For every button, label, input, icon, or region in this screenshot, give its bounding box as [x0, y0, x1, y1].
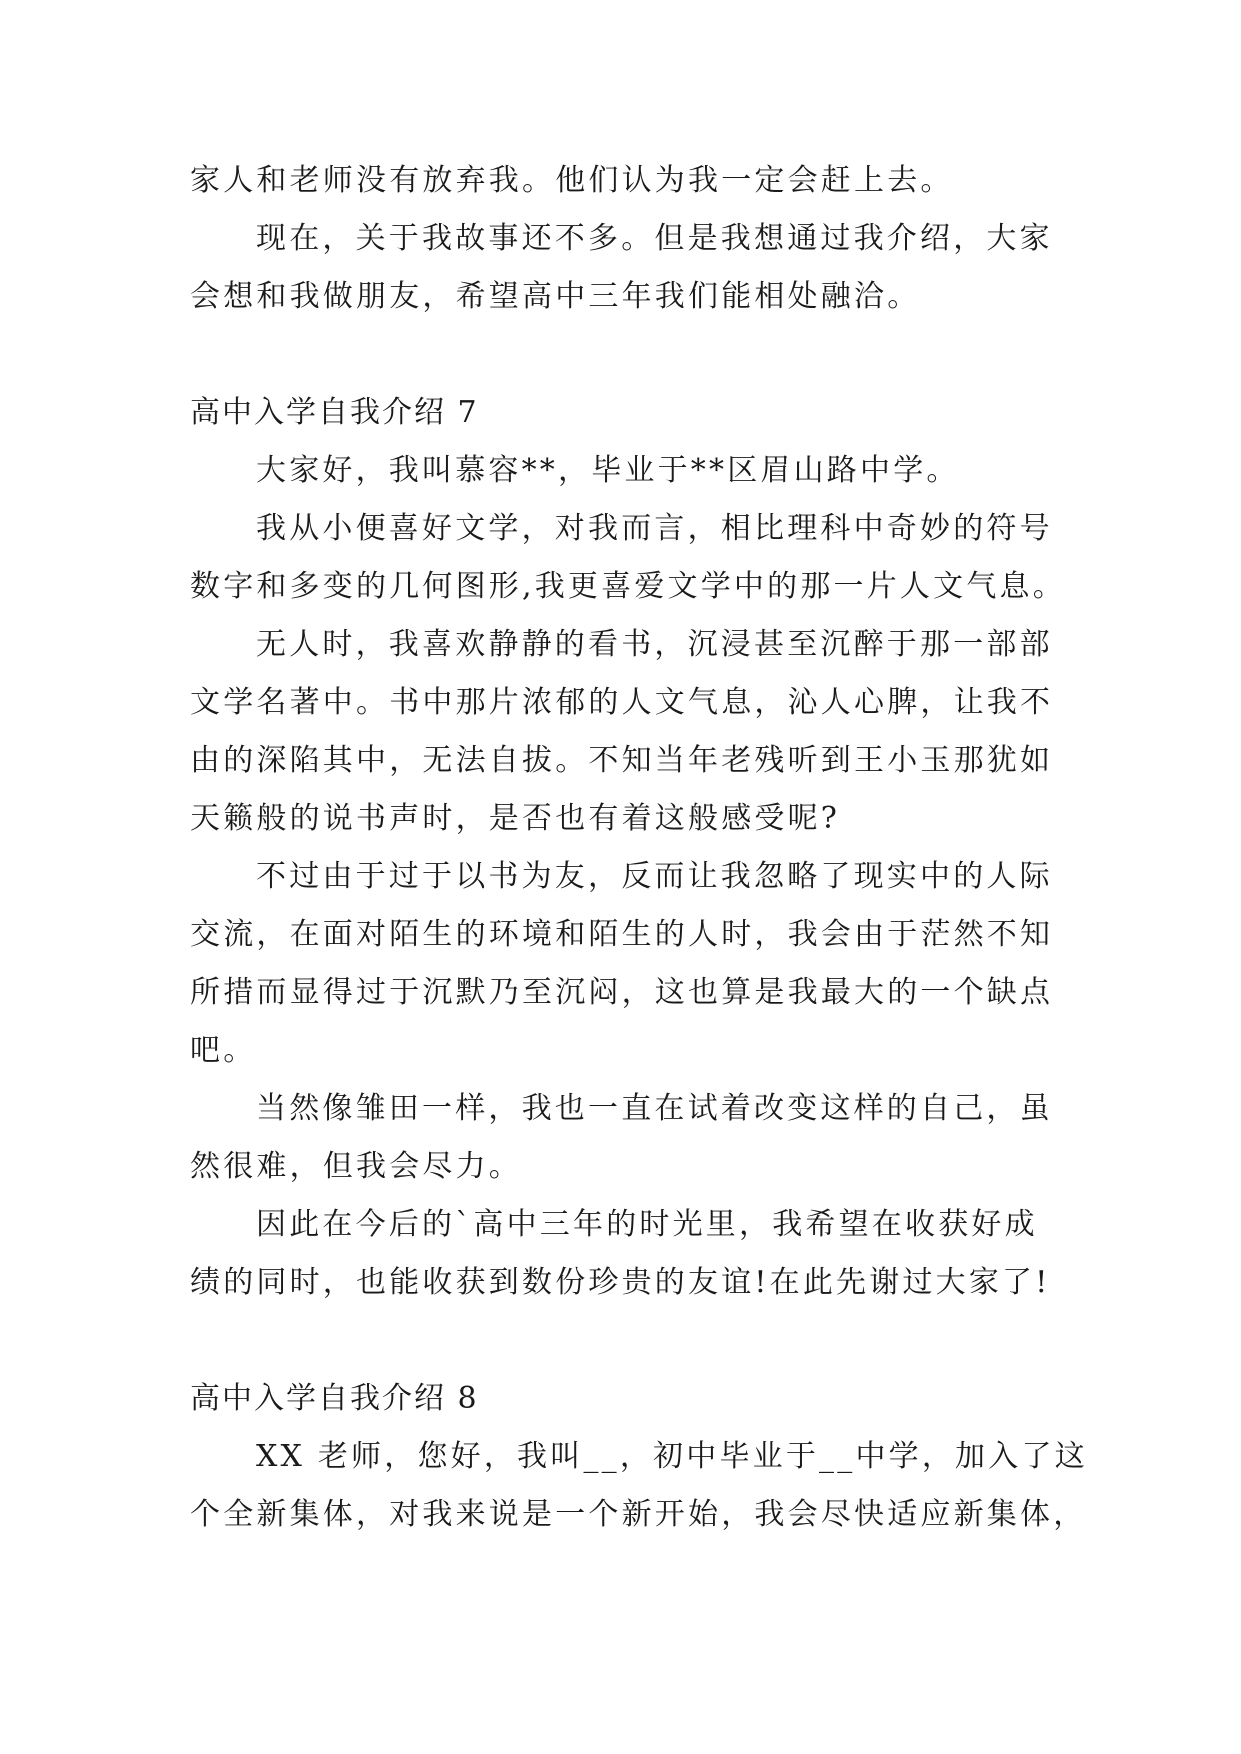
paragraph-now [190, 210, 1060, 326]
section-heading: 高中入学自我介绍 7 [190, 395, 479, 430]
section-spacer [190, 1312, 1060, 1370]
paragraph [190, 848, 1060, 1080]
text-line: 个全新集体，对我来说是一个新开始，我会尽快适应新集体， [190, 1497, 1087, 1532]
text-line: 无人时，我喜欢静静的看书，沉浸甚至沉醉于那一部部 [256, 627, 1053, 662]
text-line: 数字和多变的几何图形,我更喜爱文学中的那一片人文气息。 [190, 569, 1066, 604]
paragraph [190, 1428, 1088, 1544]
paragraph [190, 1196, 1060, 1312]
paragraph-intro-end [190, 152, 1060, 210]
text-line: 会想和我做朋友，希望高中三年我们能相处融洽。 [190, 279, 921, 314]
section-7 [190, 384, 1066, 1312]
text-line: 家人和老师没有放弃我。他们认为我一定会赶上去。 [190, 163, 954, 198]
text-line: 所措而显得过于沉默乃至沉闷，这也算是我最大的一个缺点 [190, 975, 1054, 1010]
text-line: 由的深陷其中，无法自拔。不知当年老残听到王小玉那犹如 [190, 743, 1054, 778]
text-line: 绩的同时，也能收获到数份珍贵的友谊!在此先谢过大家了! [190, 1265, 1051, 1300]
text-line: XX 老师，您好，我叫__，初中毕业于__中学，加入了这 [256, 1439, 1088, 1474]
text-line: 大家好，我叫慕容**，毕业于**区眉山路中学。 [256, 453, 960, 488]
text-line: 因此在今后的`高中三年的时光里，我希望在收获好成 [256, 1207, 1038, 1242]
text-line: 天籁般的说书声时，是否也有着这般感受呢? [190, 801, 841, 836]
text-line: 不过由于过于以书为友，反而让我忽略了现实中的人际 [256, 859, 1053, 894]
text-line: 交流，在面对陌生的环境和陌生的人时，我会由于茫然不知 [190, 917, 1054, 952]
paragraph [190, 1080, 1060, 1196]
text-line: 现在，关于我故事还不多。但是我想通过我介绍，大家 [256, 221, 1053, 256]
text-line: 文学名著中。书中那片浓郁的人文气息，沁人心脾，让我不 [190, 685, 1054, 720]
section-8 [190, 1370, 1088, 1544]
text-line: 然很难，但我会尽力。 [190, 1149, 522, 1184]
paragraph [190, 500, 1066, 616]
paragraph [190, 616, 1060, 848]
text-line: 我从小便喜好文学，对我而言，相比理科中奇妙的符号 [256, 511, 1053, 546]
section-heading: 高中入学自我介绍 8 [190, 1381, 479, 1416]
text-line: 当然像雏田一样，我也一直在试着改变这样的自己，虽 [256, 1091, 1053, 1126]
paragraph [190, 442, 1060, 500]
section-spacer [190, 326, 1060, 384]
text-line: 吧。 [190, 1033, 257, 1068]
document-page [190, 152, 1088, 1544]
